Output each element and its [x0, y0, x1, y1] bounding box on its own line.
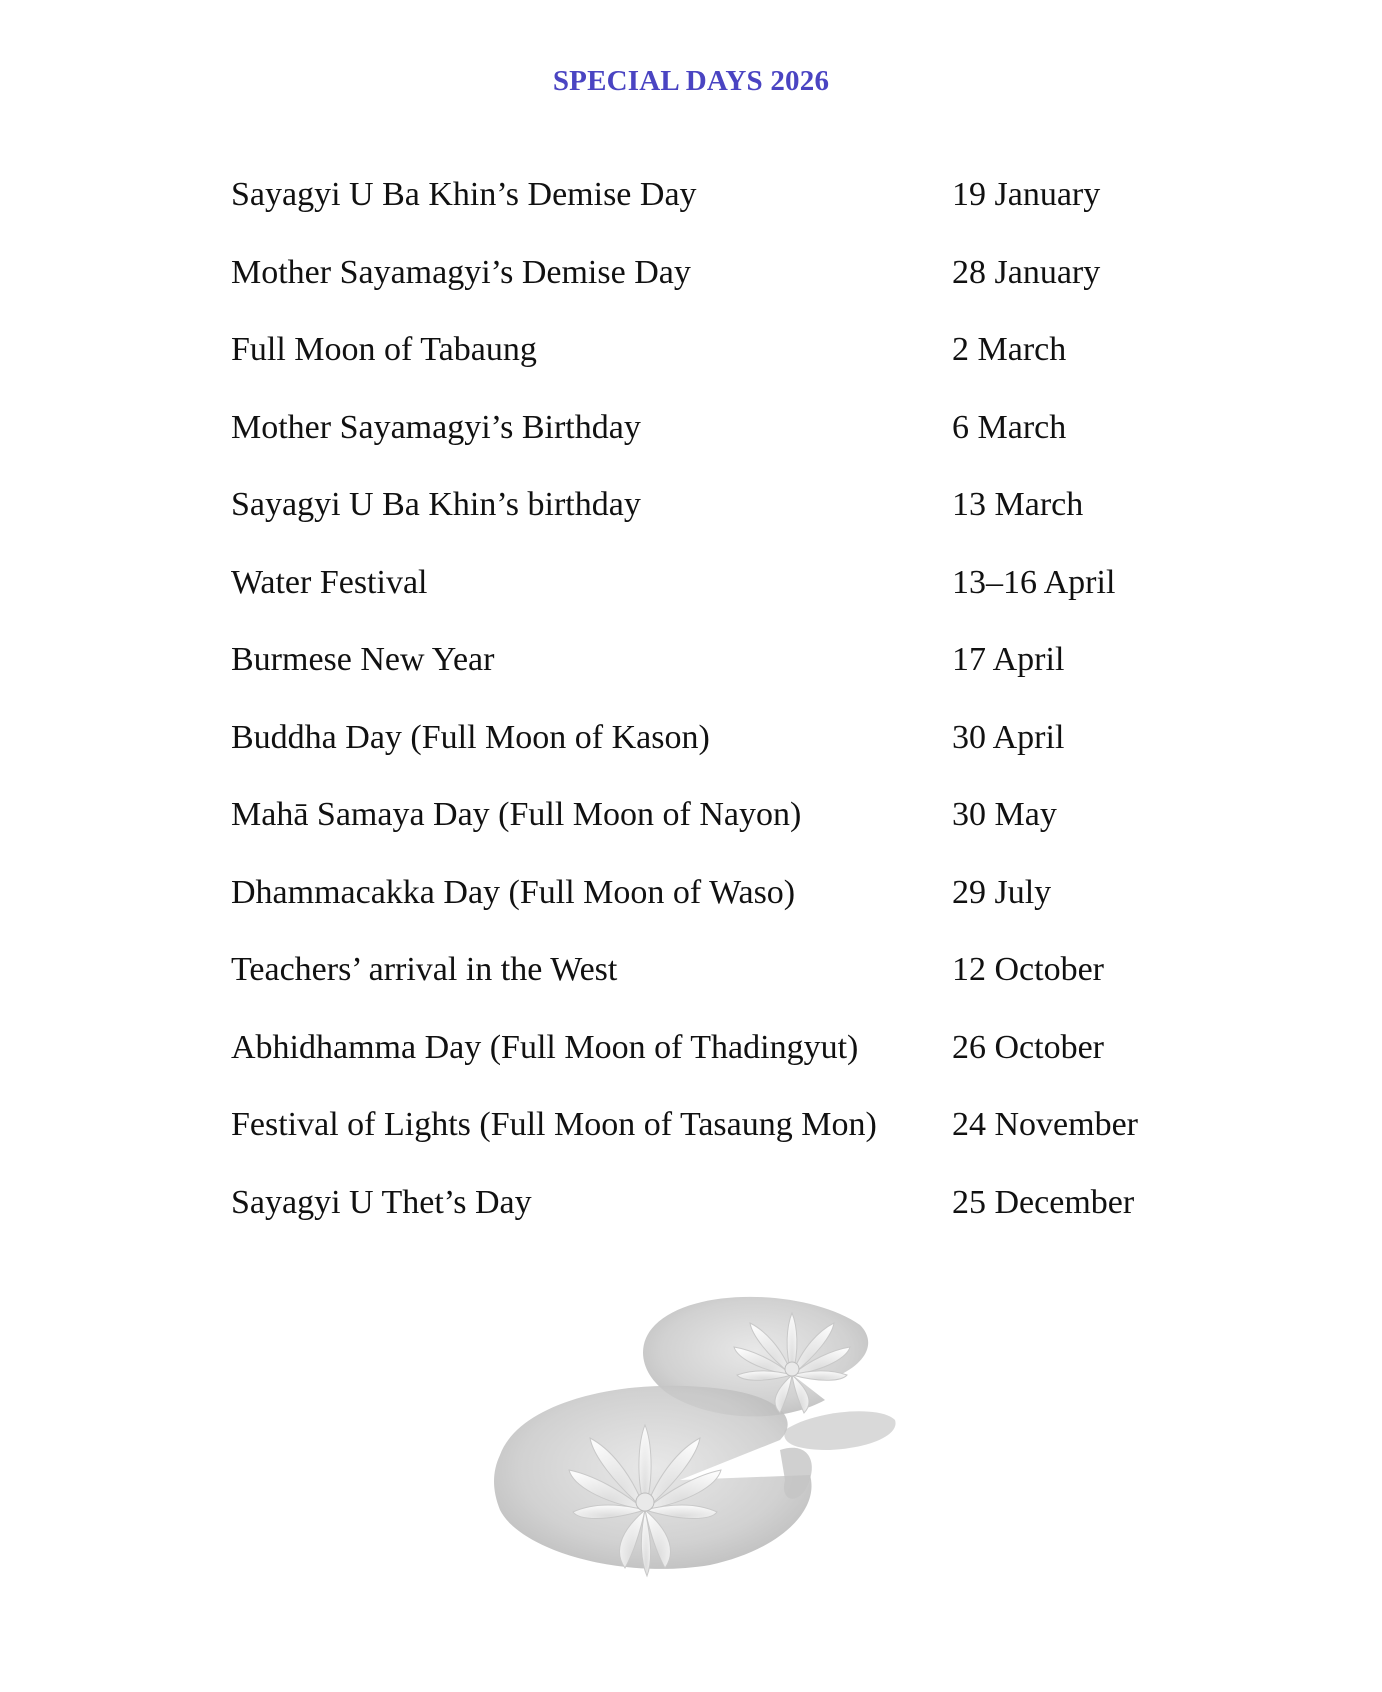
day-name: Sayagyi U Ba Khin’s birthday [231, 486, 641, 523]
day-row [231, 637, 1231, 715]
day-name: Festival of Lights (Full Moon of Tasaung Mon) [231, 1106, 877, 1143]
day-row [231, 172, 1231, 250]
day-date: 2 March [952, 331, 1067, 368]
day-name: Mother Sayamagyi’s Birthday [231, 408, 641, 446]
day-date: 12 October [952, 951, 1105, 988]
day-row [231, 1025, 1231, 1103]
day-name: Burmese New Year [231, 641, 495, 678]
day-name: Mahā Samaya Day (Full Moon of Nayon) [231, 796, 802, 833]
day-row [231, 250, 1231, 328]
day-row [231, 405, 1231, 483]
day-date: 24 November [952, 1106, 1139, 1143]
day-row [231, 1180, 1231, 1258]
day-row [231, 947, 1231, 1025]
day-date: 19 January [952, 176, 1101, 213]
day-name: Full Moon of Tabaung [231, 331, 537, 368]
lower-lily-pad [494, 1386, 812, 1569]
day-name: Dhammacakka Day (Full Moon of Waso) [231, 873, 796, 911]
day-name: Water Festival [231, 563, 428, 601]
day-date: 30 May [952, 796, 1057, 833]
day-name: Sayagyi U Ba Khin’s Demise Day [231, 176, 697, 213]
day-row [231, 560, 1231, 638]
special-days-list [231, 172, 1231, 1257]
day-date: 25 December [952, 1183, 1135, 1221]
day-date: 30 April [952, 718, 1065, 756]
day-name: Sayagyi U Thet’s Day [231, 1183, 532, 1221]
day-name: Teachers’ arrival in the West [231, 951, 618, 988]
day-date: 29 July [952, 873, 1052, 911]
day-row [231, 1102, 1231, 1180]
day-name: Mother Sayamagyi’s Demise Day [231, 253, 691, 291]
day-name: Buddha Day (Full Moon of Kason) [231, 718, 710, 756]
lotus-illustration-icon [480, 1280, 910, 1620]
day-date: 13–16 April [952, 563, 1116, 601]
day-row [231, 482, 1231, 560]
day-name: Abhidhamma Day (Full Moon of Thadingyut) [231, 1028, 859, 1066]
day-row [231, 327, 1231, 405]
day-row [231, 715, 1231, 793]
page-title: SPECIAL DAYS 2026 [552, 65, 830, 98]
day-date: 17 April [952, 641, 1065, 678]
day-date: 13 March [952, 486, 1084, 523]
day-date: 6 March [952, 408, 1067, 446]
day-row [231, 870, 1231, 948]
day-date: 28 January [952, 253, 1101, 291]
day-row [231, 792, 1231, 870]
day-date: 26 October [952, 1028, 1105, 1066]
